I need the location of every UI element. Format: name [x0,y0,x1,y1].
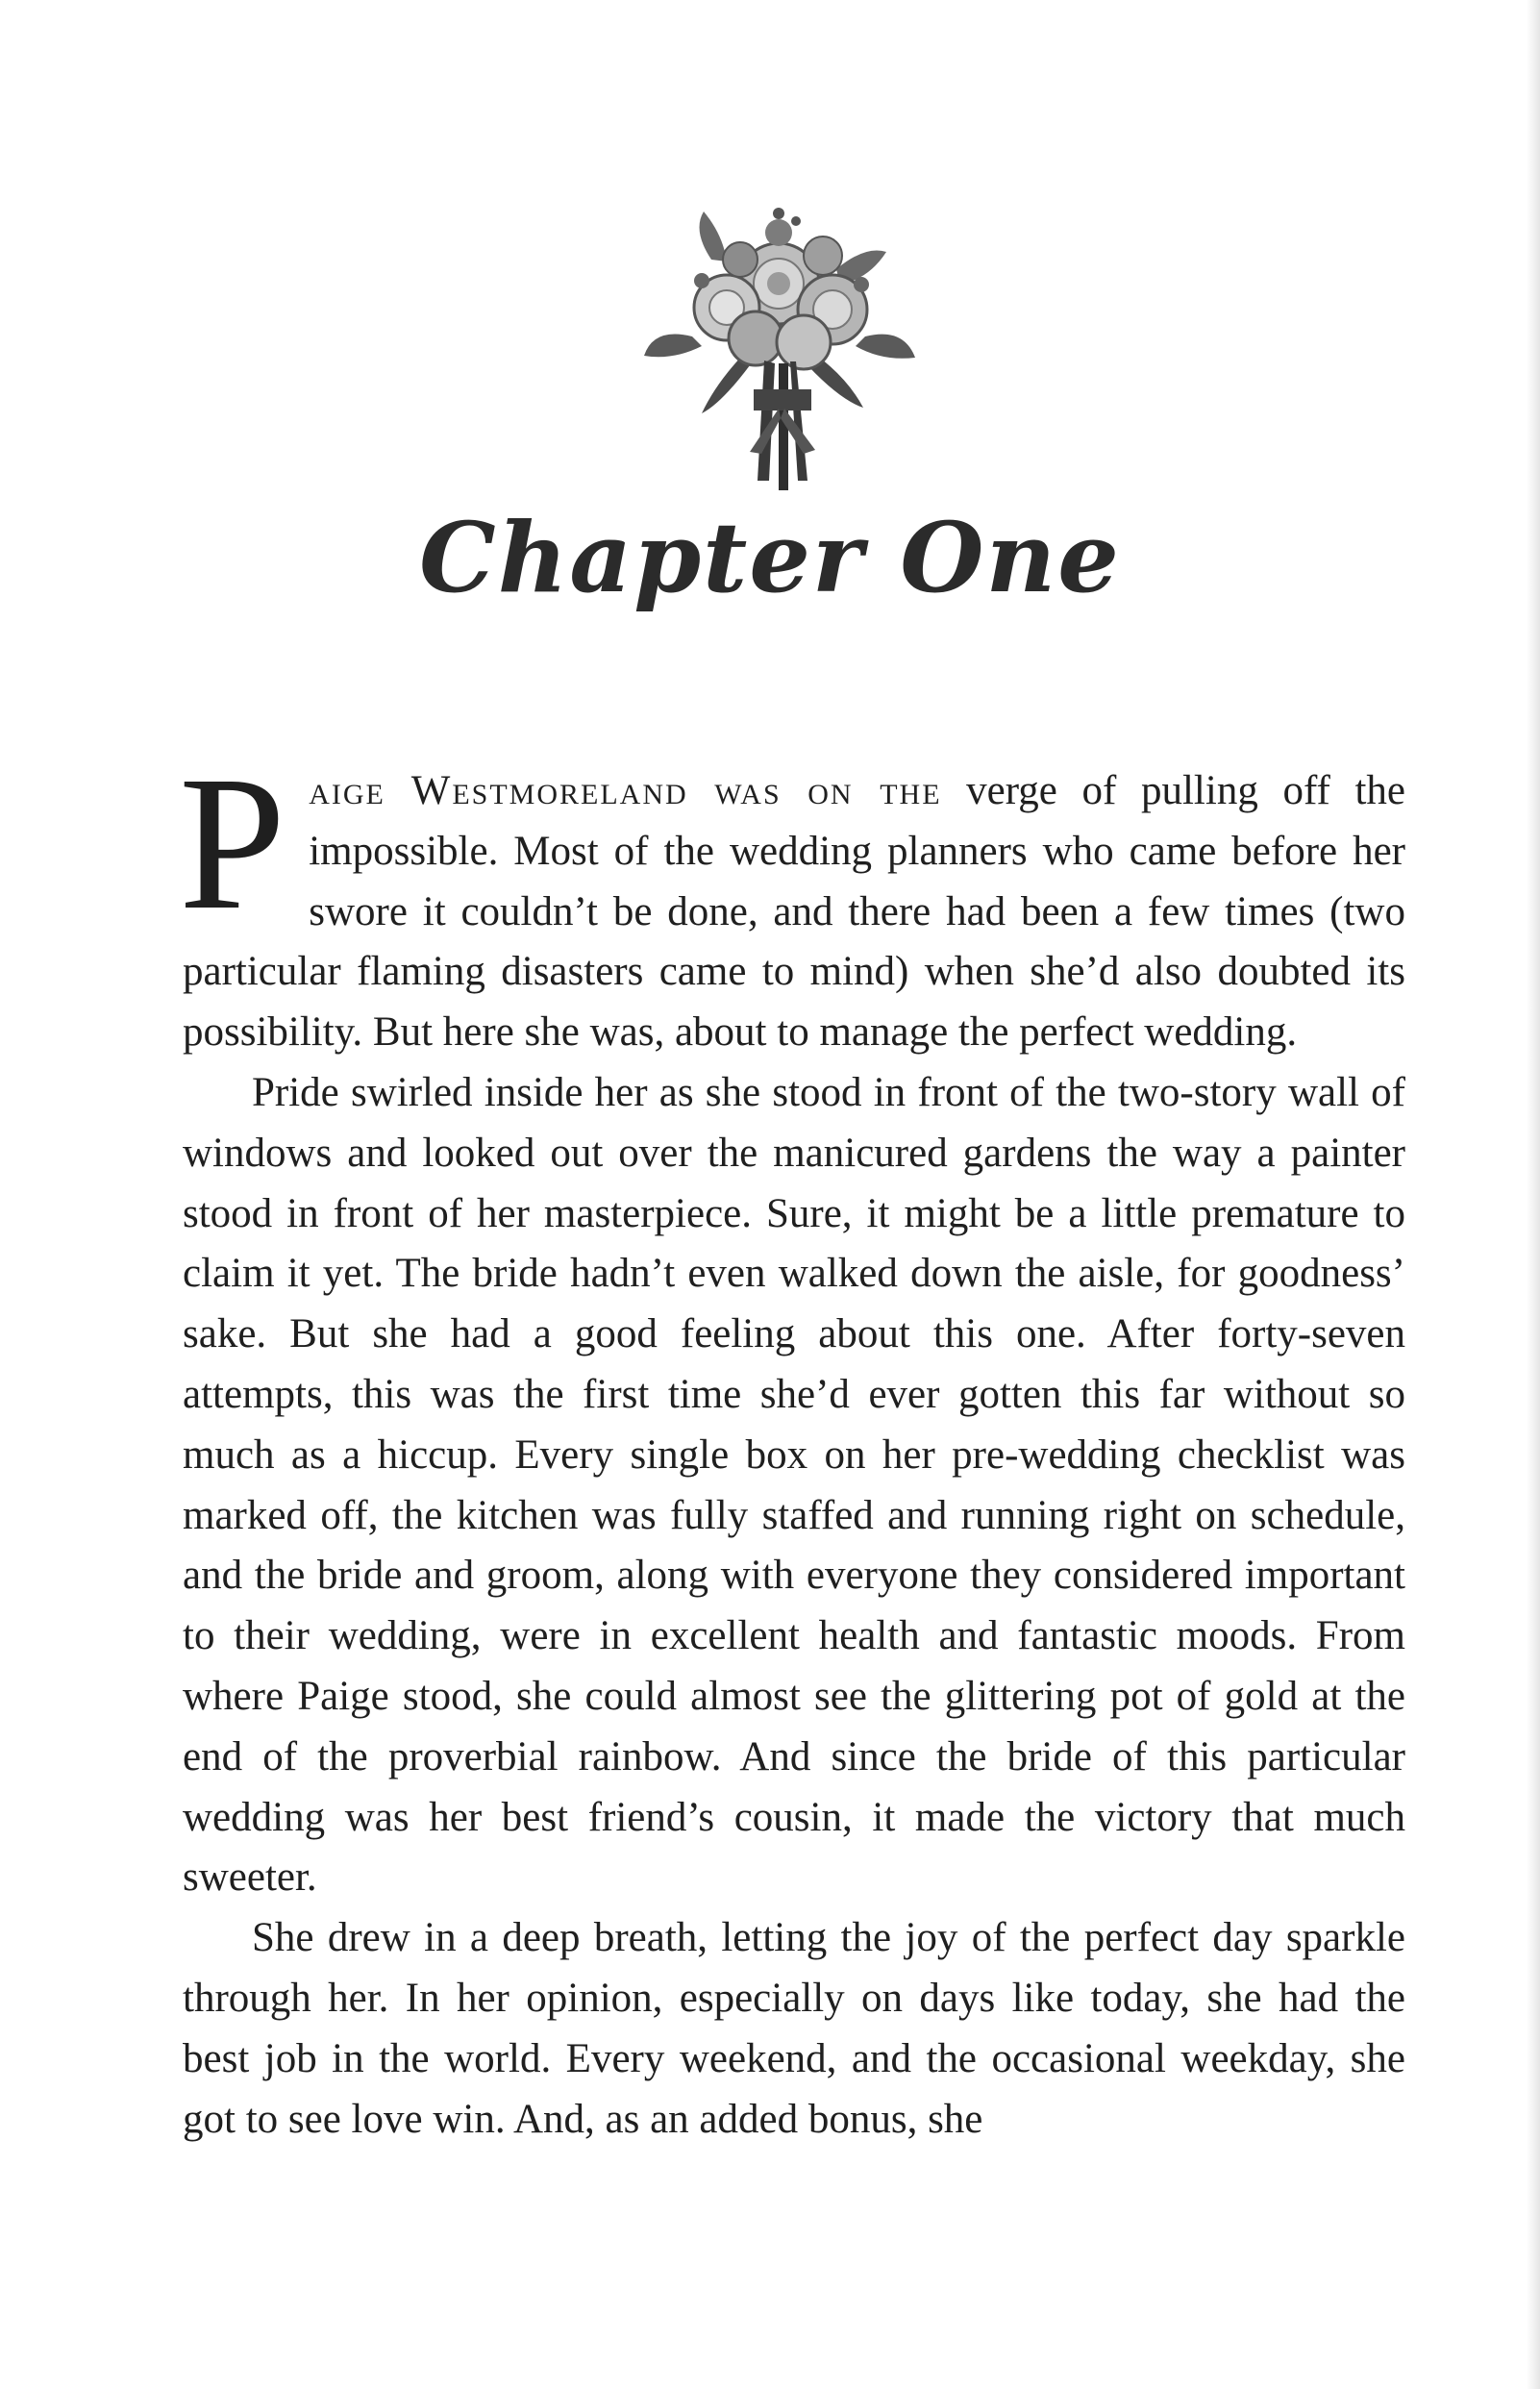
paragraph-1-text: verge of pulling off the impossible. Most of the wedding planners who came before her swore it couldn’t be done, and there had been a few times (two particular flaming disasters came to mind) when she’d also doubted its possibility. But here she was, about to manage the perfect wedding. [183,768,1405,1056]
drop-cap: P [179,737,286,950]
chapter-title: Chapter One [419,501,1121,614]
lead-in-smallcaps: aige Westmoreland was on the [309,768,942,813]
page-edge-shadow [1527,0,1540,2389]
chapter-body [179,737,1405,2150]
paragraph-2: Pride swirled inside her as she stood in front of the two-story wall of windows and looked out over the manicured gardens the way a painter stood in front of her masterpiece. Sure, it might be a little premature to claim it yet. The bride hadn’t even walked down the aisle, for goodness’ sake. But she had a good feeling about this one. After forty-seven attempts, this was the first time she’d ever gotten this far without so much as a hiccup. Every single box on her pre-wedding checklist was marked off, the kitchen was fully staffed and running right on schedule, and the bride and groom, along with everyone they considered important to their wedding, were in excellent health and fantastic moods. From where Paige stood, she could almost see the glittering pot of gold at the end of the proverbial rainbow. And since the bride of this particular wedding was her best friend’s cousin, it made the victory that much sweeter. [183,1069,1405,1901]
paragraph-3: She drew in a deep breath, letting the joy of the perfect day sparkle through her. In her opinion, especially on days like today, she had the best job in the world. Every weekend, and the occasional weekday, she got to see love win. And, as an added bonus, she [183,1915,1405,2142]
paragraph-1 [179,737,1405,1063]
bouquet-icon [634,192,923,510]
